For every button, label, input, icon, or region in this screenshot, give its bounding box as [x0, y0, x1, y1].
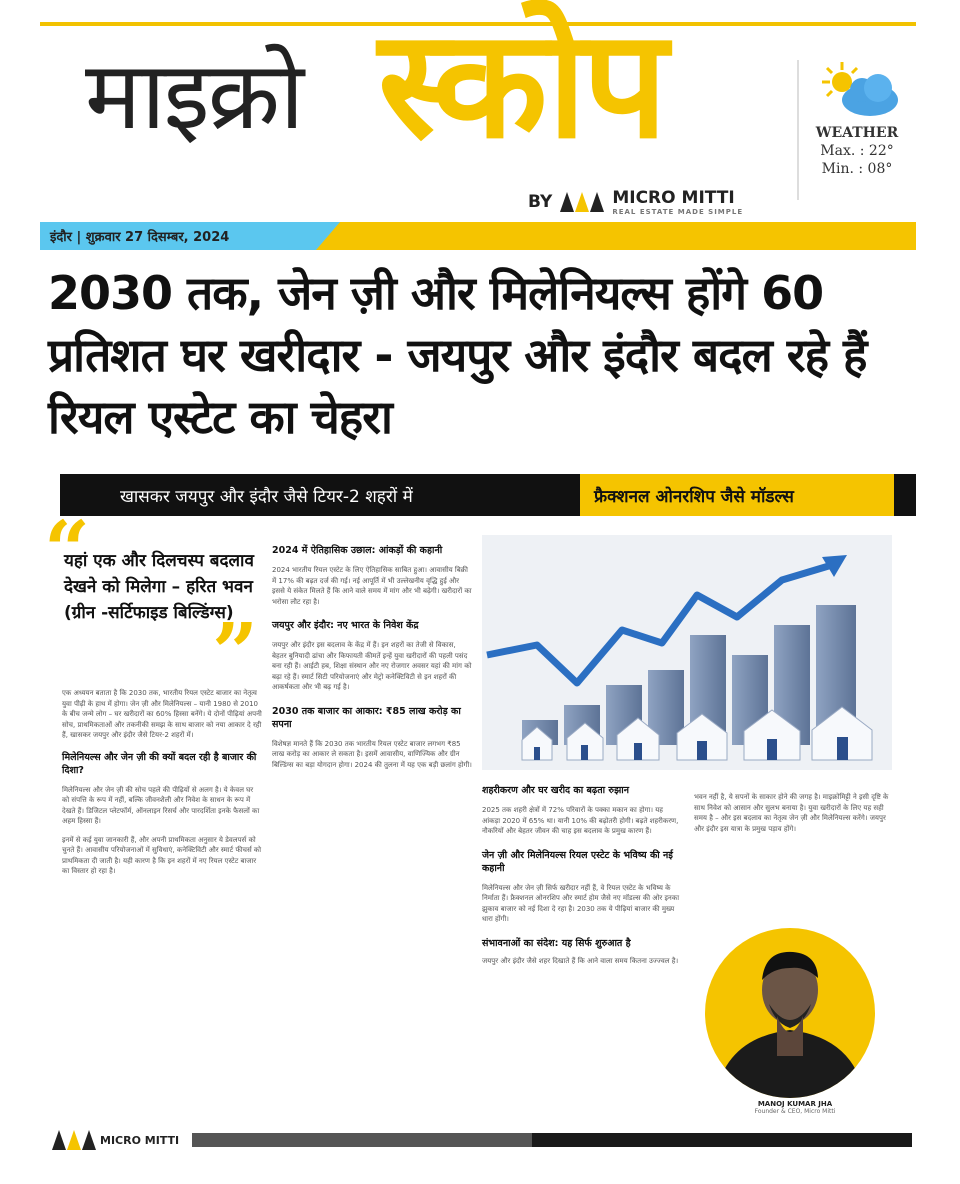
- col4-paragraph: भवन नहीं है, ये सपनों के साकार होने की जगह है। माइक्रोमिट्टी ने इसी दृष्टि के साथ निवेश को आसान और सुलभ बनाया है। युवा खरीदारों के लिए यह सही समय है – और इस बदलाव का नेतृत्व जेन ज़ी और मिलेनियल्स करेंगे। जयपुर और इंदौर इस यात्रा के प्रमुख पड़ाव होंगे।: [694, 793, 889, 833]
- growth-chart-icon: [482, 535, 892, 770]
- column-1: [62, 688, 262, 877]
- strap-text-left: खासकर जयपुर और इंदौर जैसे टियर-2 शहरों में: [120, 487, 413, 507]
- footer-logo: [52, 1130, 179, 1150]
- pull-quote: यहां एक और दिलचस्प बदलाव देखने को मिलेगा – हरित भवन (ग्रीन -सर्टिफाइड बिल्डिंग्स): [64, 551, 254, 623]
- weather-divider: [797, 60, 799, 200]
- col2-subheading: 2030 तक बाजार का आकार: ₹85 लाख करोड़ का सपना: [272, 705, 461, 730]
- column-3: [482, 784, 682, 966]
- person-icon: [705, 928, 875, 1098]
- col2-paragraph: विशेषज्ञ मानते हैं कि 2030 तक भारतीय रियल एस्टेट बाजार लगभग ₹85 लाख करोड़ का आकार ले सकता है। इसमें आवासीय, वाणिज्यिक और ग्रीन बिल्डिंग्स का बड़ा योगदान होगा। 2024 की तुलना में यह एक बड़ी छलांग होगी।: [272, 739, 472, 769]
- masthead-title-left: माइक्रो: [85, 42, 303, 151]
- partly-cloudy-icon: [812, 60, 902, 120]
- growth-chart-illustration: [482, 535, 892, 770]
- headline: 2030 तक, जेन ज़ी और मिलेनियल्स होंगे 60 प्रतिशत घर खरीदार - जयपुर और इंदौर बदल रहे हैं रियल एस्टेट का चेहरा: [48, 266, 867, 444]
- strap-text-right: फ्रैक्शनल ओनरशिप जैसे मॉडल्स: [594, 487, 794, 507]
- masthead-title-right: स्कोप: [378, 0, 664, 172]
- micro-mitti-logo-icon: [560, 192, 604, 212]
- column-2: [272, 544, 472, 770]
- col3-paragraph: जयपुर और इंदौर जैसे शहर दिखाते हैं कि आने वाला समय कितना उज्ज्वल है।: [482, 956, 679, 965]
- col3-subheading: संभावनाओं का संदेश: यह सिर्फ शुरुआत है: [482, 937, 631, 949]
- col1-subheading: मिलेनियल्स और जेन ज़ी की क्यों बदल रही है बाजार की दिशा?: [62, 751, 257, 776]
- footer-brand: MICRO MITTI: [100, 1133, 180, 1147]
- portrait-caption: [710, 1100, 880, 1115]
- column-4: [694, 792, 894, 834]
- col1-paragraph: मिलेनियल्स और जेन ज़ी की सोच पहले की पीढ़ियों से अलग है। ये केवल घर को संपत्ति के रूप में नहीं, बल्कि जीवनशैली और निवेश के साधन के रूप में देखते हैं। डिजिटल प्लेटफॉर्म, ऑनलाइन रिसर्च और पारदर्शिता इनके फैसलों का अहम हिस्सा हैं।: [62, 785, 260, 825]
- portrait-name: MANOJ KUMAR JHA: [757, 1100, 833, 1108]
- col3-paragraph: 2025 तक शहरी क्षेत्रों में 72% परिवारों के पक्का मकान का होगा। यह आंकड़ा 2020 में 65% था। यानी 10% की बढ़ोतरी होगी। बढ़ते शहरीकरण, नौकरियों और बेहतर जीवन की चाह इस बदलाव के प्रमुख कारण हैं।: [482, 806, 679, 835]
- col3-subheading: जेन ज़ी और मिलेनियल्स रियल एस्टेट के भविष्य की नई कहानी: [482, 849, 673, 874]
- col2-subheading: जयपुर और इंदौर: नए भारत के निवेश केंद्र: [272, 620, 419, 631]
- weather-label: WEATHER: [815, 125, 899, 141]
- dateline: इंदौर | शुक्रवार 27 दिसम्बर, 2024: [50, 230, 230, 245]
- portrait-photo: [705, 928, 875, 1098]
- quote-open-icon: “: [44, 503, 91, 597]
- col2-paragraph: 2024 भारतीय रियल एस्टेट के लिए ऐतिहासिक साबित हुआ। आवासीय बिक्री में 17% की बढ़त दर्ज की गई। नई आपूर्ति में भी उल्लेखनीय वृद्धि हुई और इससे ये संकेत मिलते हैं कि आने वाले समय में मांग और भी बढ़ेगी। खरीदारों का भरोसा लौट रहा है।: [272, 566, 472, 606]
- col2-subheading: 2024 में ऐतिहासिक उछाल: आंकड़ों की कहानी: [272, 545, 443, 556]
- footer-bar-accent: [192, 1133, 532, 1147]
- weather-max: Max. : 22°: [820, 143, 894, 159]
- micro-mitti-logo-icon: [52, 1130, 96, 1150]
- col3-paragraph: मिलेनियल्स और जेन ज़ी सिर्फ खरीदार नहीं हैं, वे रियल एस्टेट के भविष्य के निर्माता हैं। फ्रैक्शनल ओनरशिप और स्मार्ट होम जैसे नए मॉडल्स की ओर इनका झुकाव बाजार को नई दिशा दे रहा है। 2030 तक ये पीढ़ियां बाजार की मुख्य धारा होंगी।: [482, 883, 680, 923]
- byline-brand: MICRO MITTI: [612, 188, 735, 208]
- byline-brand-block: [612, 188, 743, 216]
- col1-paragraph: एक अध्ययन बताता है कि 2030 तक, भारतीय रियल एस्टेट बाजार का नेतृत्व युवा पीढ़ी के हाथ में होगा। जेन ज़ी और मिलेनियल्स – यानी 1980 से 2010 के बीच जन्मे लोग – घर खरीदारों का 60% हिस्सा बनेंगे। ये दोनों पीढ़ियां अपनी सोच, प्राथमिकताओं और तकनीकी समझ के साथ बाजार को नया आकार दे रही हैं, खासकर जयपुर और इंदौर जैसे टियर-2 शहरों में।: [62, 689, 262, 739]
- byline-brand-sub: REAL ESTATE MADE SIMPLE: [612, 208, 744, 216]
- quote-close-icon: ”: [212, 605, 259, 699]
- byline: [528, 188, 743, 216]
- col3-subheading: शहरीकरण और घर खरीद का बढ़ता रुझान: [482, 785, 630, 796]
- col1-paragraph: इनमें से कई युवा जानकारी हैं, और अपनी प्राथमिकता अनुसार ये डेवलपर्स को चुनते हैं। आवासीय परियोजनाओं में सुविधाएं, कनेक्टिविटी और स्मार्ट फीचर्स को प्राथमिकता दी जाती है। यही कारण है कि इन शहरों में नए रियल एस्टेट बाजार का विस्तार हो रहा है।: [62, 835, 262, 875]
- portrait-role: Founder & CEO, Micro Mitti: [754, 1108, 836, 1115]
- col2-paragraph: जयपुर और इंदौर इस बदलाव के केंद्र में हैं। इन शहरों का तेजी से विकास, बेहतर बुनियादी ढांचा और किफायती कीमतें इन्हें युवा खरीदारों की पहली पसंद बना रही हैं। आईटी हब, शिक्षा संस्थान और नए रोजगार अवसर यहां की मांग को बढ़ा रहे हैं। स्मार्ट सिटी परियोजनाएं और मेट्रो कनेक्टिविटी से इन शहरों की आकर्षकता और भी बढ़ गई है।: [272, 641, 472, 691]
- weather-min: Min. : 08°: [821, 161, 893, 177]
- weather-box: [812, 60, 922, 178]
- byline-by: BY: [528, 192, 553, 212]
